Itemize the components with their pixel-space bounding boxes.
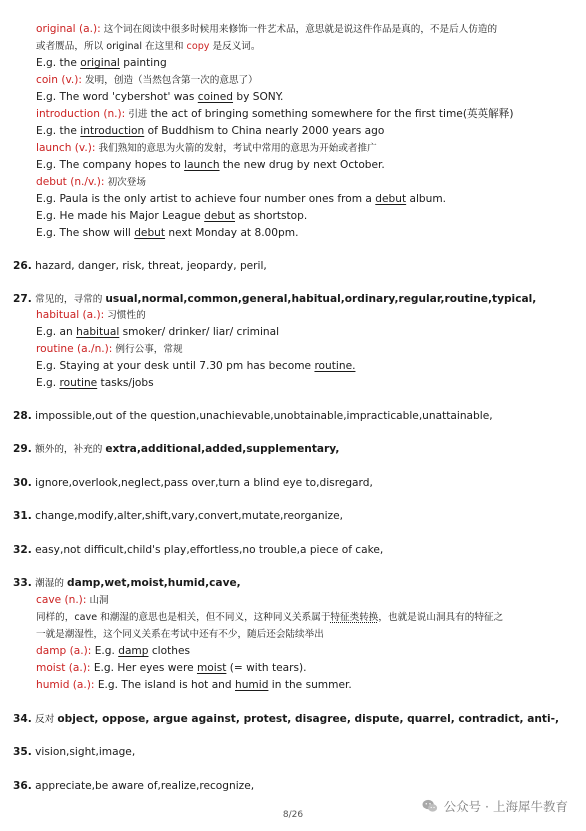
example-text: E.g. the [36, 125, 81, 137]
example-text: E.g. [91, 645, 119, 657]
group-number: 35. [13, 746, 32, 758]
example-text: by SONY. [233, 91, 284, 103]
group-33 [13, 576, 241, 591]
example-keyword: habitual [76, 326, 120, 338]
example-text: the new drug by next October. [219, 159, 385, 171]
example-keyword: debut [204, 210, 236, 222]
example-launch [36, 158, 385, 173]
entry-debut [36, 175, 146, 190]
group-36 [13, 779, 254, 794]
example-keyword: moist [196, 662, 227, 674]
headword: original (a.): [36, 23, 101, 35]
entry-introduction [36, 107, 513, 122]
entry-routine [36, 342, 183, 357]
example-keyword: routine [59, 377, 98, 389]
headword: introduction (n.): [36, 108, 126, 120]
group-meaning: 反对 [35, 714, 58, 725]
example-text: E.g. Her eyes were [90, 662, 197, 674]
example-keyword: original [80, 57, 120, 69]
synonym-list: vision,sight,image, [35, 746, 136, 758]
example-text: E.g. He made his Major League [36, 210, 205, 222]
synonym-list: damp,wet,moist,humid,cave, [67, 577, 241, 589]
headword: cave (n.): [36, 594, 87, 606]
definition-english: the act of bringing something somewhere for the first time(英英解释) [150, 108, 514, 120]
definition: 引进 [125, 109, 151, 120]
example-text: tasks/jobs [97, 377, 154, 389]
headword: debut (n./v.): [36, 176, 105, 188]
synonym-list: hazard, danger, risk, threat, jeopardy, peril, [35, 260, 267, 272]
example-keyword: coined [197, 91, 234, 103]
example-keyword: damp [118, 645, 149, 657]
group-meaning: 常见的，寻常的 [35, 294, 106, 305]
definition: 我们熟知的意思为火箭的发射，考试中常用的意思为开始或者推广 [95, 143, 377, 154]
example-text: E.g. Staying at your desk until 7.30 pm has become [36, 360, 315, 372]
example-text: E.g. The company hopes to [36, 159, 185, 171]
group-number: 34. [13, 713, 32, 725]
note-line-2 [36, 627, 324, 642]
group-29 [13, 442, 339, 457]
definition: 例行公事，常规 [112, 344, 183, 355]
synonym-list: object, oppose, argue against, protest, disagree, dispute, quarrel, contradict, anti-, [57, 713, 560, 725]
example-keyword: debut [134, 227, 166, 239]
group-meaning: 潮湿的 [35, 578, 67, 589]
note-text: ，也就是说山洞具有的特征之 [378, 612, 504, 623]
definition: 这个词在阅读中很多时候用来修饰一件艺术品，意思就是说这件作品是真的，不是后人仿造的 [100, 24, 498, 35]
group-number: 29. [13, 443, 32, 455]
entry-original [36, 22, 497, 37]
synonym-list: change,modify,alter,shift,vary,convert,mutate,reorganize, [35, 510, 343, 522]
group-number: 26. [13, 260, 32, 272]
example-text: E.g. The show will [36, 227, 135, 239]
watermark-text: 公众号 · 上海犀牛教育 [443, 799, 568, 814]
example-text: clothes [148, 645, 191, 657]
example-debut-1 [36, 192, 446, 207]
example-keyword: humid [235, 679, 269, 691]
definition-text: 或者赝品，所以 original 在这里和 [36, 41, 187, 52]
group-28 [13, 409, 493, 424]
note-text: 一就是潮湿性，这个同义关系在考试中还有不少，随后还会陆续举出 [36, 629, 324, 640]
example-text: E.g. The island is hot and [94, 679, 235, 691]
example-keyword: introduction [80, 125, 145, 137]
group-number: 33. [13, 577, 32, 589]
definition: 发明，创造（当然包含第一次的意思了） [81, 75, 258, 86]
example-routine-2 [36, 376, 154, 391]
example-text: as shortstop. [235, 210, 308, 222]
note-text: 同样的，cave 和潮湿的意思也是相关，但不同义，这种同义关系属于 [36, 612, 331, 623]
page-number: 8/26 [282, 810, 304, 820]
group-35 [13, 745, 135, 760]
group-30 [13, 476, 373, 491]
wechat-icon [421, 797, 439, 815]
entry-coin [36, 73, 258, 88]
note-keyword: 特征类转换 [330, 612, 379, 623]
example-text: E.g. the [36, 57, 81, 69]
synonym-list: impossible,out of the question,unachievable,unobtainable,impracticable,unattainable, [35, 410, 493, 422]
group-26 [13, 259, 267, 274]
example-text: in the summer. [268, 679, 352, 691]
definition: 山洞 [86, 595, 109, 606]
example-original [36, 56, 167, 71]
example-text: E.g. Paula is the only artist to achieve four number ones from a [36, 193, 376, 205]
headword: launch (v.): [36, 142, 96, 154]
headword: coin (v.): [36, 74, 82, 86]
group-31 [13, 509, 343, 524]
example-text: painting [119, 57, 167, 69]
example-keyword: debut [375, 193, 407, 205]
example-text: (= with tears). [226, 662, 307, 674]
headword: habitual (a.): [36, 309, 105, 321]
example-routine-1 [36, 359, 355, 374]
entry-moist [36, 661, 307, 676]
entry-original-def2 [36, 39, 261, 54]
example-text: E.g. an [36, 326, 77, 338]
example-text: album. [406, 193, 447, 205]
headword: routine (a./n.): [36, 343, 113, 355]
synonym-list: usual,normal,common,general,habitual,ordinary,regular,routine,typical, [105, 293, 537, 305]
synonym-list: ignore,overlook,neglect,pass over,turn a blind eye to,disregard, [35, 477, 373, 489]
example-keyword: routine. [314, 360, 356, 372]
headword: damp (a.): [36, 645, 92, 657]
example-habitual [36, 325, 279, 340]
group-34 [13, 712, 559, 727]
headword: moist (a.): [36, 662, 91, 674]
note-line-1 [36, 610, 503, 625]
group-meaning: 额外的，补充的 [35, 444, 106, 455]
example-debut-3 [36, 226, 298, 241]
group-number: 36. [13, 780, 32, 792]
example-text: of Buddhism to China nearly 2000 years ago [144, 125, 385, 137]
example-text: smoker/ drinker/ liar/ criminal [119, 326, 280, 338]
group-number: 32. [13, 544, 32, 556]
group-27 [13, 292, 536, 307]
entry-humid [36, 678, 352, 693]
example-keyword: launch [184, 159, 220, 171]
example-text: next Monday at 8.00pm. [165, 227, 299, 239]
entry-habitual [36, 308, 146, 323]
synonym-list: extra,additional,added,supplementary, [105, 443, 340, 455]
headword: humid (a.): [36, 679, 95, 691]
definition: 习惯性的 [104, 310, 146, 321]
antonym: copy [186, 41, 210, 52]
group-number: 30. [13, 477, 32, 489]
example-introduction [36, 124, 384, 139]
example-text: E.g. [36, 377, 60, 389]
definition-text: 是反义词。 [209, 41, 261, 52]
group-number: 28. [13, 410, 32, 422]
example-coin [36, 90, 283, 105]
example-debut-2 [36, 209, 307, 224]
synonym-list: appreciate,be aware of,realize,recognize, [35, 780, 255, 792]
group-number: 31. [13, 510, 32, 522]
entry-damp [36, 644, 190, 659]
example-text: E.g. The word 'cybershot' was [36, 91, 198, 103]
entry-cave [36, 593, 109, 608]
entry-launch [36, 141, 377, 156]
watermark [421, 797, 568, 815]
group-number: 27. [13, 293, 32, 305]
definition: 初次登场 [104, 177, 146, 188]
group-32 [13, 543, 383, 558]
synonym-list: easy,not difficult,child's play,effortless,no trouble,a piece of cake, [35, 544, 384, 556]
